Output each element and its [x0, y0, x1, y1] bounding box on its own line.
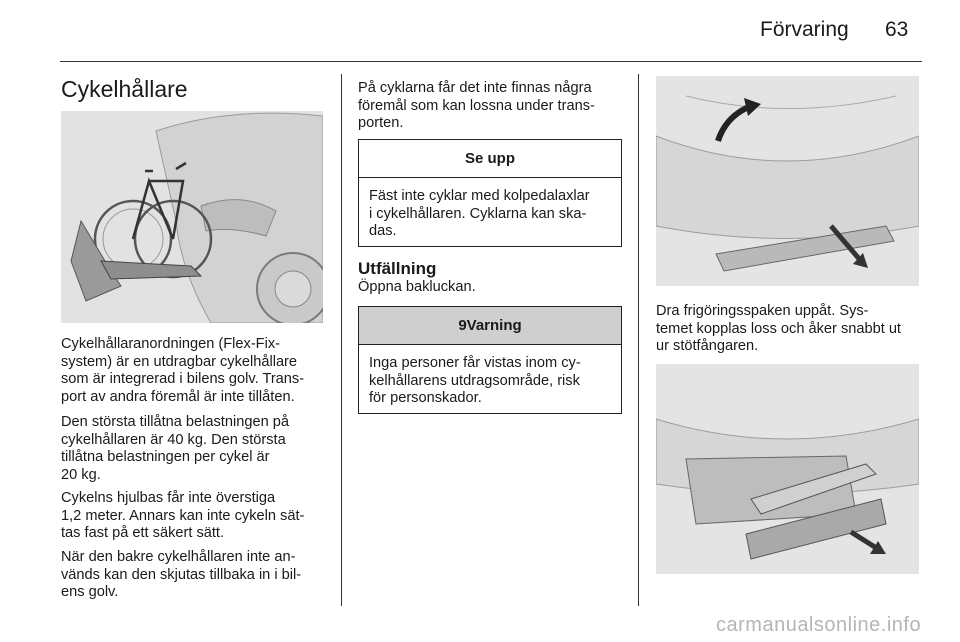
text-line: ur stötfångaren.: [656, 338, 759, 354]
text-line: för personskador.: [369, 390, 482, 406]
paragraph-pull-lever: [656, 303, 901, 356]
warning-title: Varning: [466, 317, 522, 334]
text-line: Cykelhållaranordningen (Flex-Fix-: [61, 336, 280, 352]
header-divider: [60, 61, 922, 62]
carrier-extended-illustration: [656, 364, 919, 574]
text-line: Den största tillåtna belastningen på: [61, 414, 289, 430]
text-line: system) är en utdragbar cykelhållare: [61, 353, 298, 370]
section-title: Cykelhållare: [61, 76, 188, 102]
page-header-title: Förvaring: [760, 18, 849, 41]
text-line: ens golv.: [61, 584, 119, 600]
text-line: som är integrerad i bilens golv. Trans-: [61, 371, 305, 387]
text-line: tillåtna belastningen per cykel är: [61, 449, 270, 465]
watermark: carmanualsonline.info: [716, 614, 922, 636]
text-line: Dra frigöringsspaken uppåt. Sys-: [656, 303, 869, 319]
text-line: På cyklarna får det inte finnas några: [358, 80, 592, 96]
column-divider-1: [341, 74, 342, 606]
text-line: porten.: [358, 115, 404, 131]
text-line: cykelhållaren är 40 kg. Den största: [61, 431, 286, 448]
paragraph-loose-objects: [358, 80, 595, 133]
text-line: i cykelhållaren. Cyklarna kan ska-: [369, 205, 587, 222]
text-line: 20 kg.: [61, 466, 101, 483]
text-line: Fäst inte cyklar med kolpedalaxlar: [369, 188, 590, 204]
caution-box: [358, 139, 622, 247]
text-line: tas fast på ett säkert sätt.: [61, 525, 225, 541]
text-line: Inga personer får vistas inom cy-: [369, 355, 581, 371]
text-line: 1,2 meter. Annars kan inte cykeln sät-: [61, 507, 305, 524]
paragraph-retract: [61, 549, 301, 602]
column-divider-2: [638, 74, 639, 606]
paragraph-max-load: [61, 414, 289, 484]
warning-text: [369, 355, 581, 408]
warning-triangle-icon: 9: [458, 317, 467, 334]
text-line: vänds kan den skjutas tillbaka in i bil-: [61, 566, 302, 583]
page-number: 63: [885, 18, 909, 41]
paragraph-wheelbase: [61, 490, 304, 543]
text-line: das.: [369, 223, 397, 239]
text-line: temet kopplas loss och åker snabbt ut: [656, 320, 901, 337]
caution-title: Se upp: [359, 140, 621, 178]
release-lever-illustration: [656, 76, 919, 286]
text-line: När den bakre cykelhållaren inte an-: [61, 549, 296, 565]
subheading-unfolding: Utfällning: [358, 259, 437, 278]
text-line: Cykelns hjulbas får inte överstiga: [61, 490, 276, 506]
paragraph-open-tailgate: Öppna bakluckan.: [358, 279, 476, 295]
bike-carrier-illustration: [61, 111, 323, 323]
text-line: kelhållarens utdragsområde, risk: [369, 372, 580, 389]
text-line: port av andra föremål är inte tillåten.: [61, 388, 295, 405]
warning-header: [359, 307, 621, 345]
warning-box: [358, 306, 622, 414]
caution-text: [369, 188, 590, 241]
text-line: föremål som kan lossna under trans-: [358, 97, 595, 114]
paragraph-description: [61, 336, 304, 406]
